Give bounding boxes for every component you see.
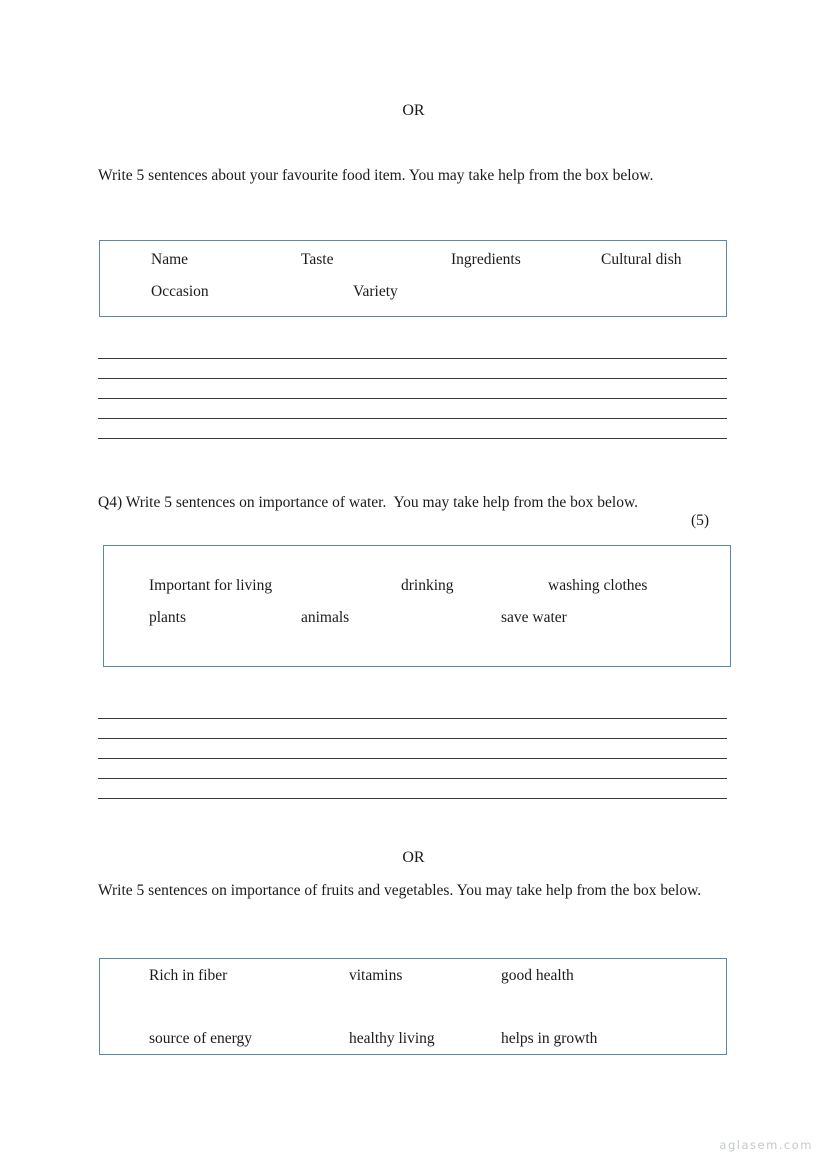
hint-word: vitamins [349, 967, 403, 984]
hint-word: animals [301, 609, 350, 626]
writing-line [98, 398, 727, 399]
hint-word: Occasion [151, 283, 209, 300]
hint-word: Cultural dish [601, 251, 682, 268]
writing-line [98, 438, 727, 439]
marks-badge: (5) [691, 512, 710, 529]
hint-word: healthy living [349, 1030, 435, 1047]
writing-line [98, 378, 727, 379]
writing-line [98, 798, 727, 799]
writing-line [98, 758, 727, 759]
hint-box-fruits [99, 958, 727, 1055]
or-separator-1: OR [402, 102, 425, 119]
hint-word: drinking [401, 577, 454, 594]
prompt-favourite-food: Write 5 sentences about your favourite food item. You may take help from the box below. [98, 167, 654, 184]
hint-word: save water [501, 609, 567, 626]
prompt-fruits-vegetables: Write 5 sentences on importance of fruits and vegetables. You may take help from the box below. [98, 882, 702, 899]
hint-word: source of energy [149, 1030, 253, 1047]
question-q4: Q4) Write 5 sentences on importance of water. You may take help from the box below. [98, 494, 639, 511]
hint-word: Taste [301, 251, 334, 268]
hint-word: Rich in fiber [149, 967, 228, 984]
hint-word: Variety [353, 283, 398, 300]
hint-word: plants [149, 609, 187, 626]
hint-word: Name [151, 251, 189, 268]
hint-word: helps in growth [501, 1030, 598, 1047]
hint-word: Ingredients [451, 251, 521, 268]
writing-line [98, 358, 727, 359]
hint-word: Important for living [149, 577, 273, 594]
watermark: aglasem.com [719, 1138, 813, 1152]
hint-box-food [99, 240, 727, 317]
writing-line [98, 418, 727, 419]
writing-line [98, 738, 727, 739]
hint-word: washing clothes [548, 577, 648, 594]
hint-box-water [103, 545, 731, 667]
or-separator-2: OR [402, 849, 425, 866]
writing-line [98, 778, 727, 779]
writing-line [98, 718, 727, 719]
hint-word: good health [501, 967, 574, 984]
